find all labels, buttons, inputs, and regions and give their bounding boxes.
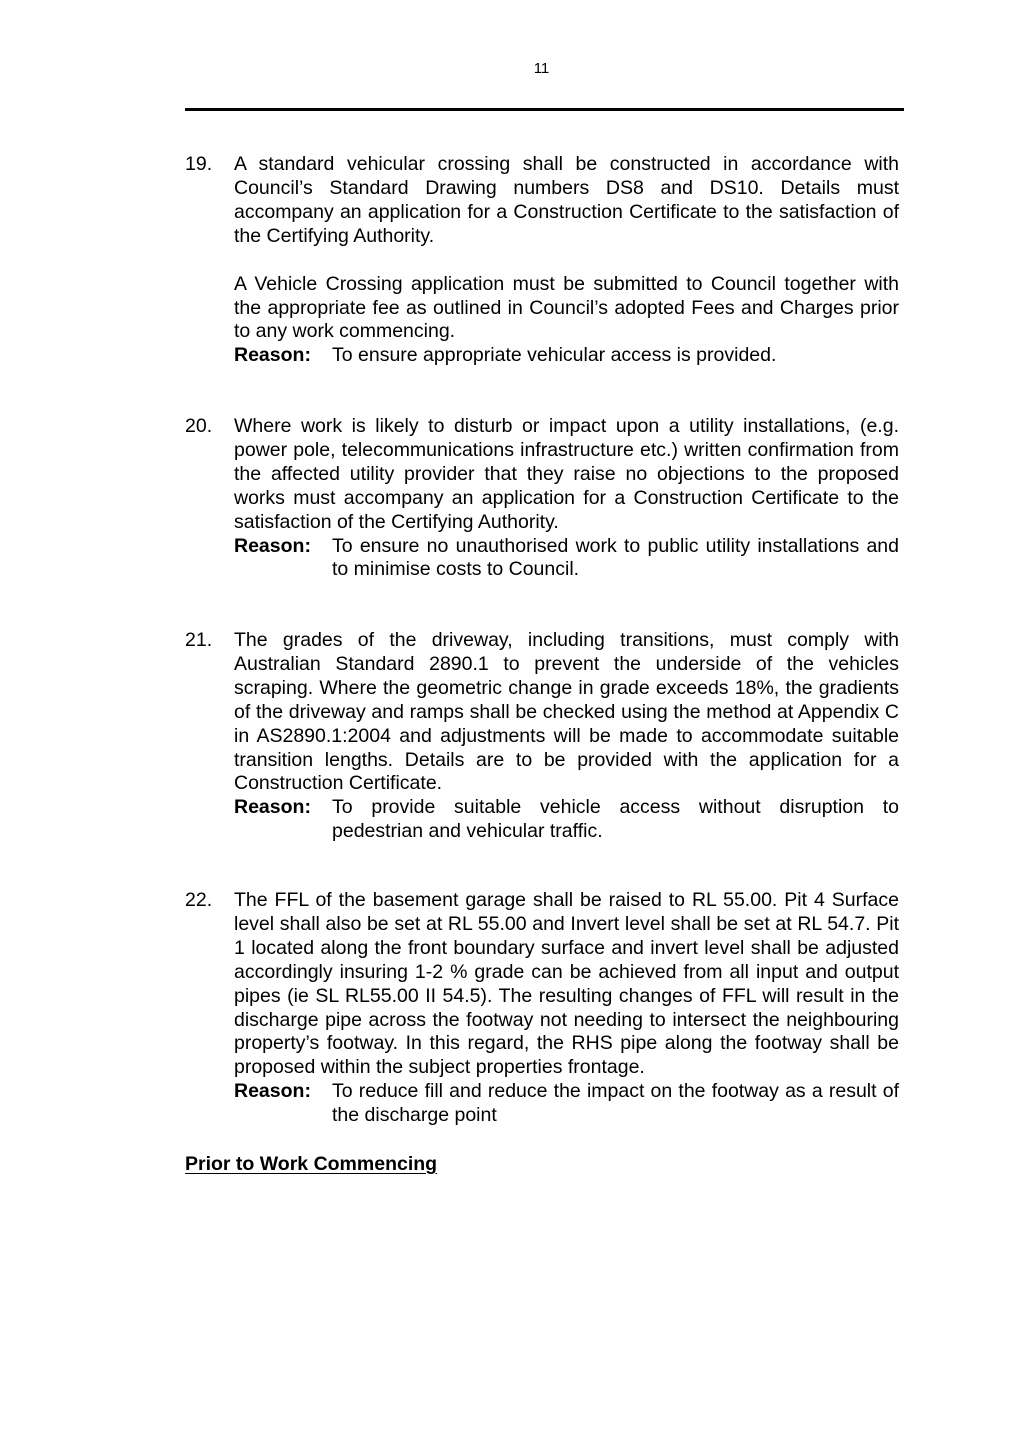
condition-paragraph: The grades of the driveway, including transitions, must comply with Australian Standard 2890.1 to prevent the underside of the vehicles scraping. Where the geometric change in grade exceeds 18%, the gradients of the driveway and ramps shall be checked using the method at Appendix C in AS2890.1:2004 and adjustments will be made to accommodate suitable transition lengths. Details are to be provided with the application for a Construction Certificate. bbox=[234, 629, 899, 795]
condition-body bbox=[234, 153, 899, 368]
reason bbox=[234, 1080, 899, 1128]
condition-22 bbox=[185, 889, 900, 1128]
reason bbox=[234, 796, 899, 844]
page-number: 11 bbox=[533, 60, 550, 77]
reason-label: Reason: bbox=[234, 344, 311, 367]
condition-body bbox=[234, 889, 899, 1128]
condition-paragraph: The FFL of the basement garage shall be raised to RL 55.00. Pit 4 Surface level shall also be set at RL 55.00 and Invert level shall be set at RL 54.7. Pit 1 located along the front boundary surface and invert level shall be adjusted accordingly insuring 1-2 % grade can be achieved from all input and output pipes (ie SL RL55.00 II 54.5). The resulting changes of FFL will result in the discharge pipe across the footway not needing to intersect the neighbouring property’s footway. In this regard, the RHS pipe along the footway shall be proposed within the subject properties frontage. bbox=[234, 889, 899, 1079]
condition-number: 20. bbox=[185, 415, 213, 437]
reason bbox=[234, 535, 899, 583]
reason-label: Reason: bbox=[234, 534, 311, 557]
condition-paragraph: Where work is likely to disturb or impact upon a utility installations, (e.g. power pole, telecommunications infrastructure etc.) written confirmation from the affected utility provider that they raise no objections to the proposed works must accompany an application for a Construction Certificate to the satisfaction of the Certifying Authority. bbox=[234, 415, 899, 533]
reason-text: To provide suitable vehicle access without disruption to pedestrian and vehicular traffic. bbox=[332, 796, 899, 843]
condition-body bbox=[234, 629, 899, 844]
condition-20 bbox=[185, 415, 900, 582]
condition-body bbox=[234, 415, 899, 582]
condition-paragraph: A Vehicle Crossing application must be submitted to Council together with the appropriate fee as outlined in Council’s adopted Fees and Charges prior to any work commencing. bbox=[234, 272, 899, 343]
condition-number: 19. bbox=[185, 153, 213, 175]
condition-number: 21. bbox=[185, 629, 213, 651]
reason-label: Reason: bbox=[234, 796, 311, 819]
reason bbox=[234, 344, 899, 368]
condition-21 bbox=[185, 629, 900, 844]
condition-paragraph: A standard vehicular crossing shall be constructed in accordance with Council’s Standard Drawing numbers DS8 and DS10. Details must accompany an application for a Construction Certificate to the satisfaction of the Certifying Authority. bbox=[234, 153, 899, 247]
condition-19 bbox=[185, 153, 900, 368]
condition-number: 22. bbox=[185, 889, 213, 911]
section-heading: Prior to Work Commencing bbox=[185, 1153, 438, 1175]
reason-text: To reduce fill and reduce the impact on the footway as a result of the discharge point bbox=[332, 1080, 899, 1127]
reason-label: Reason: bbox=[234, 1080, 311, 1103]
header-rule bbox=[185, 108, 904, 111]
reason-text: To ensure appropriate vehicular access is provided. bbox=[332, 344, 777, 367]
reason-text: To ensure no unauthorised work to public utility installations and to minimise costs to Council. bbox=[332, 534, 899, 581]
